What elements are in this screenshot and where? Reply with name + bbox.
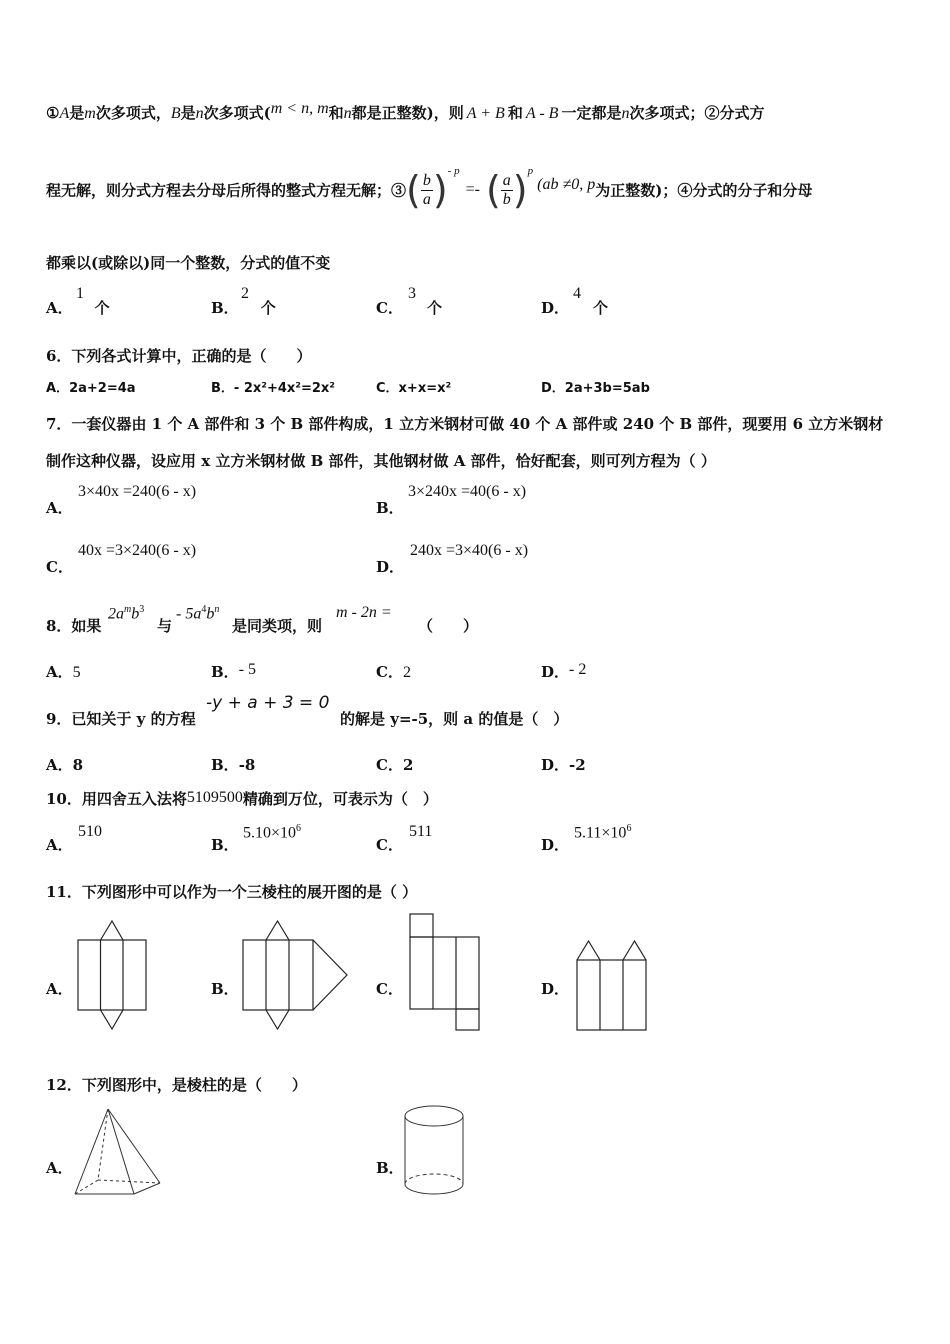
q11-option-d[interactable]: D． <box>541 980 570 998</box>
q8-stem-mid: 与 <box>157 617 173 635</box>
q8-stem-prefix: 8．如果 <box>46 617 102 635</box>
q11-net-a-figure <box>76 918 150 1032</box>
q8-option-a[interactable]: A．5 <box>46 663 81 681</box>
q12-cylinder-figure <box>402 1102 466 1202</box>
q8-option-b[interactable]: B．- 5 <box>211 661 257 681</box>
q10-option-b[interactable]: B． <box>211 836 239 854</box>
q10-option-b-value: $5.10\times 10^6$ <box>243 823 302 842</box>
q9-option-d[interactable]: D．-2 <box>541 756 586 774</box>
q5-line2: 程无解，则分式方程去分母后所得的整式方程无解；③( $\frac{b}{a}$ )$^{- p}$=- ( $\frac{a}{b}$ )$^p$(ab ≠0, p为正整数)；④分式的分子和分母 <box>46 165 813 212</box>
q7-stem-line1: 7．一套仪器由 1 个 A 部件和 3 个 B 部件构成，1 立方米钢材可做 40 个 A 部件或 240 个 B 部件，现要用 6 立方米钢材 <box>46 415 884 433</box>
q9-stem-suffix: 的解是 y=-5，则 a 的值是（ ） <box>340 710 569 728</box>
q7-option-b[interactable]: B． <box>376 499 404 517</box>
q11-net-c-figure <box>408 912 482 1032</box>
q5-option-d[interactable]: D． 4 个 <box>541 285 609 317</box>
q7-stem-line2: 制作这种仪器，设应用 x 立方米钢材做 B 部件，其他钢材做 A 部件，恰好配套，则可列方程为（ ） <box>46 452 716 470</box>
q6-stem: 6．下列各式计算中，正确的是（ ） <box>46 347 312 365</box>
q6-option-b[interactable]: B．- 2x²+4x²=2x² <box>211 381 336 396</box>
q9-option-c[interactable]: C．2 <box>376 756 414 774</box>
q9-equation: -y + a + 3 = 0 <box>206 693 330 713</box>
fraction-b-over-a: $\frac{b}{a}$ <box>422 171 431 208</box>
q5-line3: 都乘以(或除以)同一个整数，分式的值不变 <box>46 254 331 272</box>
q10-option-a-value: 510 <box>78 823 102 840</box>
q5-option-b[interactable]: B． 2 个 <box>211 285 276 317</box>
q12-stem: 12．下列图形中，是棱柱的是（ ） <box>46 1076 307 1094</box>
q7-option-b-equation: 3×240x =40(6 - x) <box>408 483 527 500</box>
q8-expression: m - 2n = <box>336 604 392 621</box>
q6-option-a[interactable]: A．2a+2=4a <box>46 381 136 396</box>
q9-option-b[interactable]: B．-8 <box>211 756 256 774</box>
q11-option-a[interactable]: A． <box>46 980 73 998</box>
q10-option-d[interactable]: D． <box>541 836 570 854</box>
q5-option-a[interactable]: A． 1 个 <box>46 285 110 317</box>
fraction-a-over-b: $\frac{a}{b}$ <box>502 171 511 208</box>
q12-option-b[interactable]: B． <box>376 1159 404 1177</box>
q6-option-c[interactable]: C．x+x=x² <box>376 381 452 396</box>
q11-net-d-figure <box>574 938 650 1034</box>
q9-stem-prefix: 9．已知关于 y 的方程 <box>46 710 196 728</box>
q7-option-c[interactable]: C． <box>46 558 73 576</box>
q11-option-b[interactable]: B． <box>211 980 239 998</box>
q5-option-c[interactable]: C． 3 个 <box>376 285 442 317</box>
q5-line1: ①A是m次多项式，B是n次多项式(m < n, m和n都是正整数)，则 A + B 和 A - B 一定都是n次多项式；②分式方 <box>46 100 765 122</box>
q7-option-d[interactable]: D． <box>376 558 405 576</box>
q8-option-d[interactable]: D．- 2 <box>541 661 587 681</box>
q6-option-d[interactable]: D．2a+3b=5ab <box>541 381 650 396</box>
q11-option-c[interactable]: C． <box>376 980 403 998</box>
q12-option-a[interactable]: A． <box>46 1159 73 1177</box>
q8-blank: （ ） <box>418 617 479 635</box>
q7-option-a[interactable]: A． <box>46 499 73 517</box>
q10-option-c-value: 511 <box>409 823 433 840</box>
q9-option-a[interactable]: A．8 <box>46 756 84 774</box>
q10-option-d-value: $5.11\times 10^6$ <box>574 823 632 842</box>
q11-stem: 11．下列图形中可以作为一个三棱柱的展开图的是（ ） <box>46 883 418 901</box>
q10-stem: 10．用四舍五入法将5109500精确到万位，可表示为（ ） <box>46 789 438 808</box>
q7-option-d-equation: 240x =3×40(6 - x) <box>410 542 529 559</box>
q7-option-a-equation: 3×40x =240(6 - x) <box>78 483 197 500</box>
q8-option-c[interactable]: C．2 <box>376 663 411 681</box>
q11-net-b-figure <box>241 918 351 1032</box>
q10-option-c[interactable]: C． <box>376 836 403 854</box>
q7-option-c-equation: 40x =3×240(6 - x) <box>78 542 197 559</box>
q12-pyramid-figure <box>72 1106 164 1202</box>
q8-term2: - $5a^4b^n$ <box>176 604 220 623</box>
q8-stem-suffix: 是同类项，则 <box>232 617 323 635</box>
q10-option-a[interactable]: A． <box>46 836 73 854</box>
q8-term1: $2a^mb^3$ <box>108 604 145 623</box>
